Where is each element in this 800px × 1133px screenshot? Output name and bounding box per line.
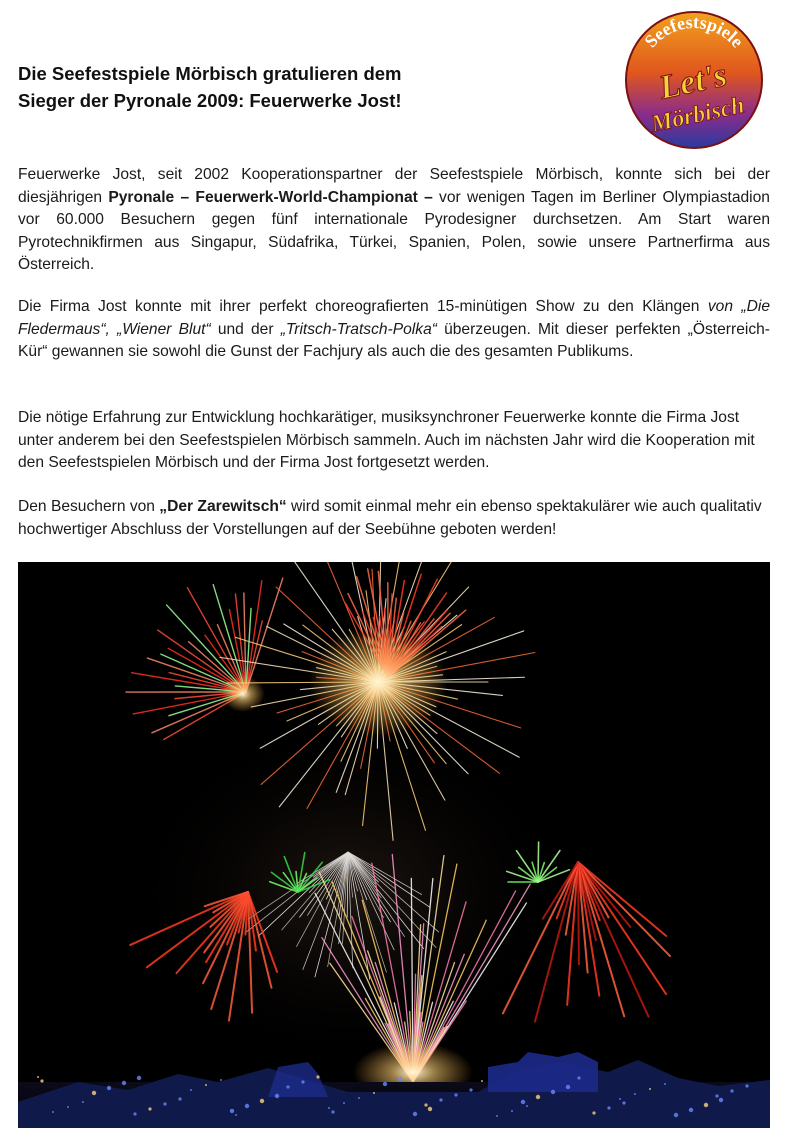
stage-light [424,1103,427,1106]
stage-light [275,1094,279,1098]
stage-light [511,1110,513,1112]
paragraph-show [18,296,770,364]
stage-light [619,1098,621,1100]
firework-streak [538,842,539,882]
p1-text-b: vor wenigen Tagen im Berliner Olympiastadion vor 60.000 Besuchern gegen fünf internationale Pyrodesigner durchsetzen. Am Start waren Pyrotechnikfirmen aus Singapur, Südafrika, Türkei, Spanien, Polen, sowie unsere Partnerfirma aus Österreich. [18,188,770,273]
p1-text-a: Feuerwerke Jost, seit 2002 Kooperationspartner der Seefestspiele Mörbisch, konnte sich bei der diesjährigen [18,166,770,206]
burst-glow-left [221,676,265,712]
firework-streak [578,862,579,964]
stage-light [622,1101,625,1104]
stage-light [373,1092,375,1094]
stage-light [220,1079,222,1081]
stage-light [428,1107,432,1111]
stage-light [331,1110,334,1113]
seefestspiele-logo [620,6,768,154]
stage-light [664,1083,666,1085]
stage-light [107,1086,111,1090]
stage-light [607,1106,610,1109]
logo-line2: Mörbisch [648,92,747,138]
p2-text-c: überzeugen. Mit dieser perfekten „Österreich-Kür“ gewannen sie sowohl die Gunst der Fachjury als auch die des gesamten Publikums. [18,320,770,360]
stage-light [745,1084,748,1087]
p4-text-b: wird somit einmal mehr ein ebenso spektakulärer wie auch qualitativ hochwertiger Abschluss der Vorstellungen auf der Seebühne geboten werden! [18,498,762,538]
stage-light [719,1098,723,1102]
stage-light [649,1088,651,1090]
stage-light [454,1093,457,1096]
stage-light [704,1103,708,1107]
stage-light [526,1105,528,1107]
stage-light [40,1079,43,1082]
stage-light [358,1097,360,1099]
stage-light [469,1088,472,1091]
p2-text-b: und der [210,320,281,338]
stage-light [178,1097,181,1100]
paragraph-visitors [18,496,770,541]
paragraph-cooperation: Die nötige Erfahrung zur Entwicklung hochkarätiger, musiksynchroner Feuerwerke konnte die Firma Jost unter anderem bei den Seefestspielen Mörbisch sammeln. Auch im nächsten Jahr wird die Kooperation mit den Seefestspielen Mörbisch und der Firma Jost fortgesetzt werden. [18,409,755,471]
p1-bold-event: Pyronale – Feuerwerk-World-Championat – [108,188,433,206]
stage-light [592,1111,595,1114]
stage-light [536,1095,540,1099]
stage-light [328,1107,330,1109]
p2-italic-titles: von „Die Fledermaus“, „Wiener Blut“ [18,298,770,338]
p4-bold-title: „Der Zarewitsch“ [159,498,287,515]
smoke-cloud [118,712,578,1072]
p2-text-a: Die Firma Jost konnte mit ihrer perfekt choreografierten 15-minütigen Show zu den Klängen [18,298,708,315]
stage-light [133,1112,136,1115]
stage-light [286,1085,289,1088]
stage-light [634,1093,636,1095]
fireworks-illustration [18,562,770,1128]
stage-light [715,1094,718,1097]
stage-light [67,1106,69,1108]
stage-light [52,1111,54,1113]
stage-light [245,1104,249,1108]
title-line-1: Die Seefestspiele Mörbisch gratulieren dem [18,63,402,84]
stage-light [521,1100,525,1104]
stage-light [122,1081,126,1085]
stage-light [260,1099,264,1103]
stage-light [92,1091,96,1095]
stage-light [674,1113,678,1117]
burst-glow-main [308,627,448,737]
stage-light [316,1075,319,1078]
stage-light [82,1101,84,1103]
stage-light [551,1090,555,1094]
stage-light [137,1076,141,1080]
stage-light [37,1076,39,1078]
stage-light [148,1107,151,1110]
stage-light [730,1089,733,1092]
stage-light [343,1102,345,1104]
stage-light [496,1115,498,1117]
page-title [18,60,578,114]
title-line-2: Sieger der Pyronale 2009: Feuerwerke Jost! [18,90,402,111]
paragraph-intro [18,164,770,277]
stage-light [577,1076,580,1079]
stage-light [413,1112,417,1116]
stage-light [230,1109,234,1113]
stage-light [301,1080,304,1083]
logo-arc-text: Seefestspiele [640,11,748,52]
stage-light [383,1082,387,1086]
stage-light [235,1114,237,1116]
p4-text-a: Den Besuchern von [18,498,160,515]
stage-light [439,1098,442,1101]
stage-light [205,1084,207,1086]
logo-line1: Let's [655,56,731,107]
fireworks-photo [18,562,770,1128]
p2-italic-polka: „Tritsch-Tratsch-Polka“ [280,320,437,338]
stage-light [689,1108,693,1112]
stage-light [163,1102,166,1105]
stage-light [566,1085,570,1089]
stage-light [190,1089,192,1091]
stage-light [481,1080,483,1082]
stage-light [398,1077,402,1081]
